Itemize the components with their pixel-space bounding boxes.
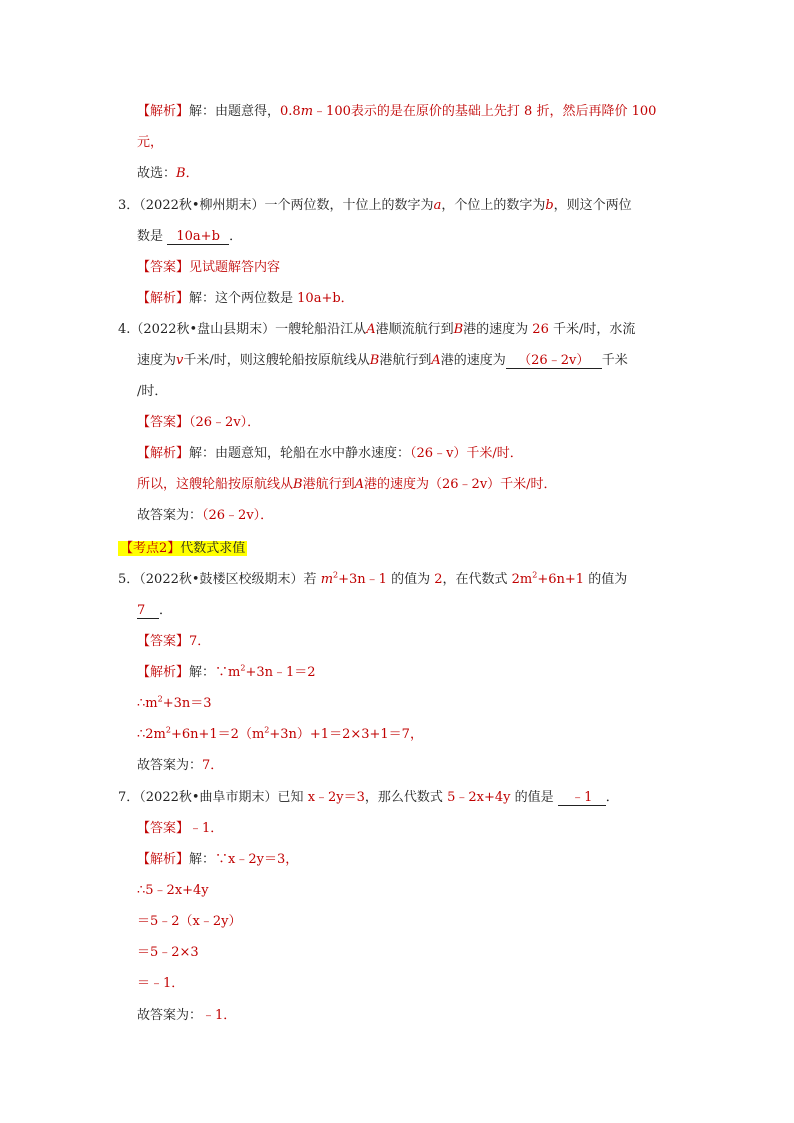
answer-blank: 7: [137, 603, 159, 619]
question-3-line-1: 3．（2022秋•柳州期末）一个两位数，十位上的数字为a，个位上的数字为b，则这个两位: [118, 198, 632, 213]
question-number: 4.: [118, 322, 131, 337]
analysis-line-2: $\therefore m^2+3n=3$: [137, 694, 212, 711]
question-5-line-1: 5．（2022秋•鼓楼区校级期末）若 $m^2+3n﹣1$ 的值为 2，在代数式 $2m^2+6n+1$ 的值为: [118, 570, 628, 587]
analysis-line-5: ＝﹣1．: [137, 976, 185, 991]
analysis-line-1: 【解析】解：由题意知，轮船在水中静水速度：（26﹣v）千米/时．: [137, 446, 523, 461]
analysis-line-1: 【解析】解：$\because m^2+3n﹣1=2$: [137, 663, 316, 680]
answer-line: 【答案】（26﹣2v）．: [137, 415, 261, 430]
question-4-line-3: /时．: [137, 384, 168, 399]
question-4-line-2: 速度为v千米/时，则这艘轮船按原航线从B港航行到A港的速度为 （26﹣2v） 千米: [137, 353, 628, 368]
analysis-line-4: ＝5﹣2×3: [137, 945, 199, 960]
analysis-line-3: $\therefore 2m^2+6n+1=2(m^2+3n)+1=2\times 3+1=7$，: [137, 725, 423, 742]
analysis-line-2: 所以，这艘轮船按原航线从B港航行到A港的速度为（26﹣2v）千米/时．: [137, 477, 557, 492]
analysis-line-6: 故答案为：﹣1．: [137, 1008, 237, 1023]
question-number: 3．: [118, 198, 140, 213]
analysis-line: 【解析】解：这个两位数是 10a+b．: [137, 291, 354, 306]
answer-blank: 10a+b: [167, 229, 229, 245]
analysis-line-2: ∴5﹣2x+4y: [137, 883, 209, 898]
section-label: 【考点2】代数式求值: [120, 541, 246, 556]
question-number: 7．: [118, 790, 140, 805]
answer-choice-line: 故选：B．: [137, 166, 199, 181]
answer-blank: （26﹣2v）: [506, 353, 602, 369]
analysis-line-2: 元，: [137, 135, 164, 150]
question-3-line-2: 数是 10a+b ．: [137, 229, 243, 244]
analysis-line-3: ＝5﹣2（x﹣2y）: [137, 914, 242, 929]
answer-line: 【答案】7．: [137, 634, 211, 649]
question-number: 5．: [118, 572, 140, 587]
answer-line: 【答案】﹣1．: [137, 821, 224, 836]
question-4-line-1: 4.（2022秋•盘山县期末）一艘轮船沿江从A港顺流航行到B港的速度为 26 千米/时，水流: [118, 322, 636, 337]
analysis-line-3: 故答案为：（26﹣2v）．: [137, 508, 274, 523]
analysis-line-1: 【解析】解：∵x﹣2y＝3，: [137, 852, 299, 867]
question-7-line-1: 7．（2022秋•曲阜市期末）已知 x﹣2y＝3，那么代数式 5﹣2x+4y 的值是 ﹣1 ．: [118, 790, 619, 805]
analysis-line-1: 【解析】解：由题意得，0.8m﹣100表示的是在原价的基础上先打 8 折，然后再降价 100: [137, 104, 657, 119]
answer-line: 【答案】见试题解答内容: [137, 260, 281, 275]
analysis-tag: 【解析】: [137, 104, 190, 119]
answer-blank: ﹣1: [558, 790, 606, 806]
analysis-line-4: 故答案为：7．: [137, 758, 224, 773]
section-header: [118, 540, 247, 558]
question-5-line-2: 7 ．: [137, 603, 173, 618]
